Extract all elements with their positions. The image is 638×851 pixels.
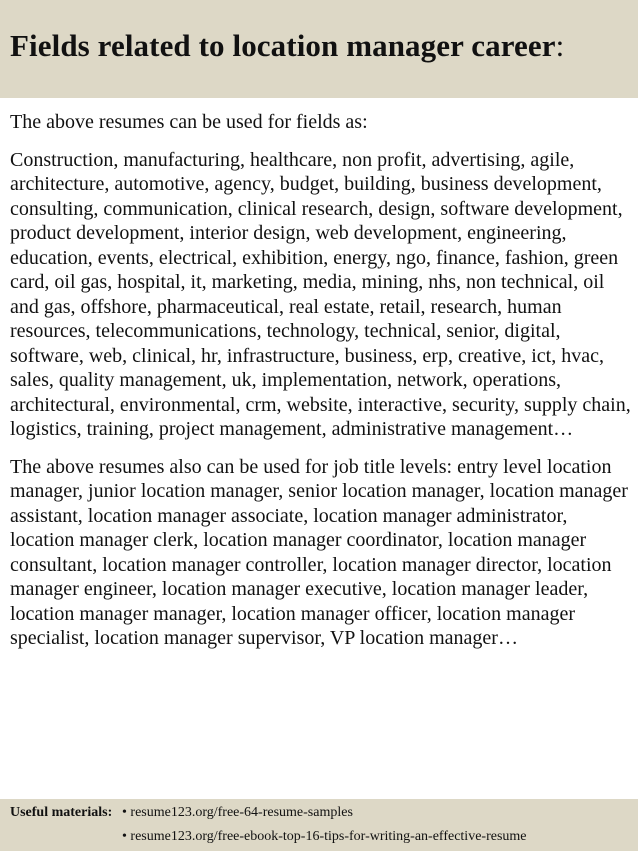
useful-materials-label-text: Useful materials xyxy=(10,805,108,820)
page-title-text: Fields related to location manager career xyxy=(10,28,556,63)
job-levels-text: The above resumes also can be used for job title levels: entry level location manager, junior location manager, senior location manager, location manager assistant, location manager associate, location manager administrator, location manager clerk, location manager coordinator, location manager consultant, location manager controller, location manager director, location manager engineer, location manager executive, location manager leader, location manager manager, location manager officer, location manager specialist, location manager supervisor, VP location manager… xyxy=(10,455,628,649)
footer-link-resume-samples[interactable]: • resume123.org/free-64-resume-samples xyxy=(122,805,353,820)
fields-list-text: Construction, manufacturing, healthcare, non profit, advertising, agile, architecture, automotive, agency, budget, building, business development, consulting, communication, clinical research, design, software development, product development, interior design, web development, engineering, education, events, electrical, exhibition, energy, ngo, finance, fashion, green card, oil gas, hospital, it, marketing, media, mining, nhs, non technical, oil and gas, offshore, pharmaceutical, real estate, retail, research, human resources, telecommunications, technology, technical, senior, digital, software, web, clinical, hr, infrastructure, business, erp, creative, ict, hvac, sales, quality management, uk, implementation, network, operations, architectural, environmental, crm, website, interactive, security, supply chain, logistics, training, project management, administrative management… xyxy=(10,148,631,440)
header-band xyxy=(0,0,638,98)
useful-materials-label-colon: : xyxy=(107,805,113,820)
useful-materials-label xyxy=(10,805,112,821)
page-title xyxy=(10,28,564,64)
intro-text: The above resumes can be used for fields as: xyxy=(10,111,368,133)
footer-link-free-ebook[interactable]: • resume123.org/free-ebook-top-16-tips-for-writing-an-effective-resume xyxy=(122,829,527,844)
footer-band xyxy=(0,799,638,851)
page-title-colon: : xyxy=(555,28,565,63)
main-content xyxy=(10,110,632,651)
